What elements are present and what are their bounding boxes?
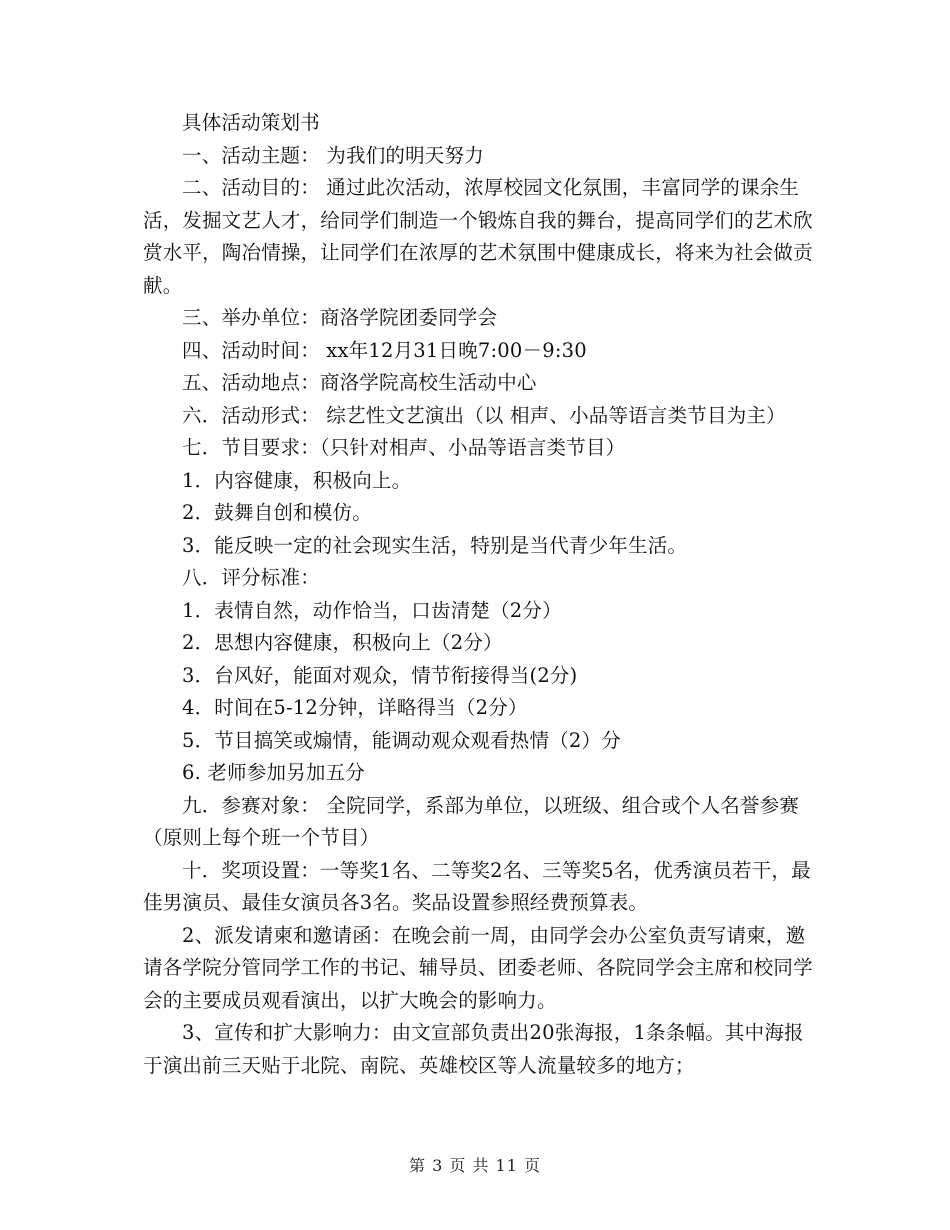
- scoring-item: 5．节目搞笑或煽情，能调动观众观看热情（2）分: [182, 728, 621, 752]
- section-awards: 十．奖项设置：一等奖1名、二等奖2名、三等奖5名，优秀演员若干，最佳男演员、最佳女演员各3名。奖品设置参照经费预算表。: [143, 858, 811, 914]
- section-scoring: 八．评分标准：: [182, 566, 320, 589]
- requirement-item: 3．能反映一定的社会现实生活，特别是当代青少年生活。: [182, 533, 688, 557]
- section-organizer: 三、举办单位：商洛学院团委同学会: [182, 306, 498, 329]
- section-publicity: 3、宣传和扩大影响力：由文宣部负责出20张海报，1条条幅。其中海报于演出前三天贴于北院、南院、英雄校区等人流量较多的地方；: [143, 1021, 804, 1077]
- section-format: 六．活动形式： 综艺性文艺演出（以 相声、小品等语言类节目为主）: [182, 403, 786, 427]
- scoring-item: 2．思想内容健康，积极向上（2分）: [182, 631, 503, 654]
- section-participants: 九．参赛对象： 全院同学，系部为单位，以班级、组合或个人名誉参赛（原则上每个班一个节目）: [143, 793, 800, 849]
- section-invitations: 2、派发请柬和邀请函：在晚会前一周，由同学会办公室负责写请柬，邀请各学院分管同学工作的书记、辅导员、团委老师、各院同学会主席和校同学会的主要成员观看演出，以扩大晚会的影响力。: [143, 923, 813, 1012]
- requirement-item: 1．内容健康，积极向上。: [182, 468, 412, 492]
- page-number-footer: 第 3 页 共 11 页: [409, 1156, 541, 1175]
- section-theme: 一、活动主题： 为我们的明天努力: [182, 143, 484, 167]
- section-time: 四、活动时间： xx年12月31日晚7:00－9:30: [182, 338, 587, 362]
- scoring-item: 1．表情自然，动作恰当，口齿清楚（2分）: [182, 598, 562, 622]
- section-purpose: 二、活动目的： 通过此次活动，浓厚校园文化氛围，丰富同学的课余生活，发掘文艺人才，给同学们制造一个锻炼自我的舞台，提高同学们的艺术欣赏水平，陶冶情操，让同学们在浓厚的艺术氛围中健康成长，将来为社会做贡献。: [143, 176, 813, 297]
- scoring-item: 3．台风好，能面对观众，情节衔接得当(2分): [182, 663, 578, 687]
- requirement-item: 2．鼓舞自创和模仿。: [182, 501, 372, 524]
- scoring-item: 4．时间在5-12分钟，详略得当（2分）: [182, 696, 528, 719]
- document-body: [143, 107, 813, 1082]
- section-location: 五、活动地点：商洛学院高校生活动中心: [182, 371, 537, 394]
- doc-title: 具体活动策划书: [182, 111, 320, 134]
- scoring-item: 6. 老师参加另加五分: [182, 761, 366, 784]
- section-requirements: 七．节目要求：（只针对相声、小品等语言类节目）: [182, 436, 626, 459]
